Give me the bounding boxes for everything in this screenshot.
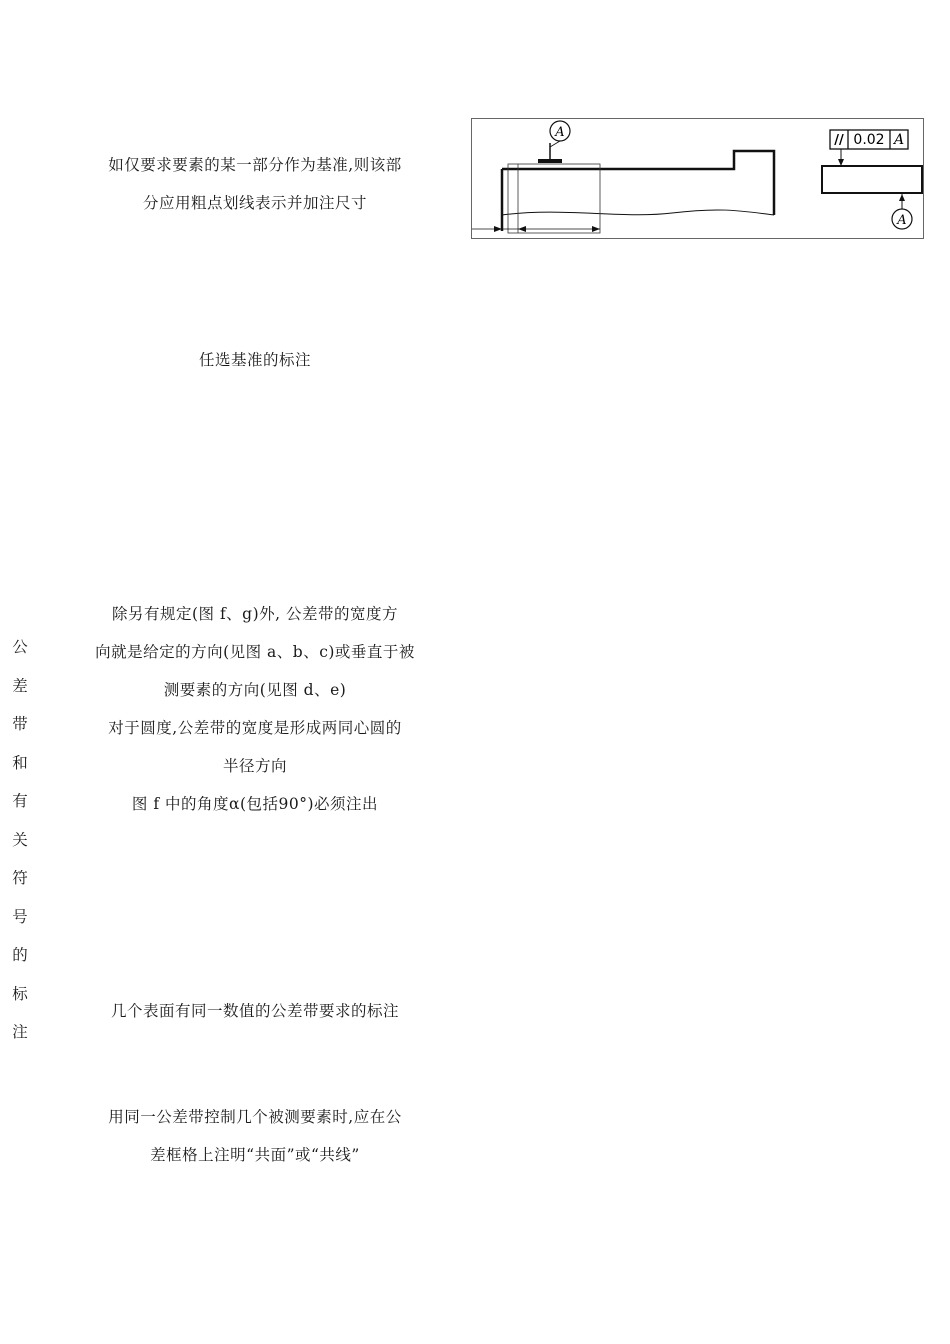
tolerance-value: 0.02 [853,132,885,148]
side-section-label: 公 差 带 和 有 关 符 号 的 标 注 [12,638,28,1041]
datum-portion [508,164,600,233]
text-line: 分应用粗点划线表示并加注尺寸 [142,194,367,212]
text-line: 如仅要求要素的某一部分作为基准,则该部 [108,156,402,174]
text-line: 用同一公差带控制几个被测要素时,应在公 [108,1108,402,1126]
frame-datum-letter: A [893,132,905,148]
text-line: 差框格上注明“共面”或“共线” [150,1146,360,1164]
datum-letter-bottom: A [897,213,907,228]
tolerance-direction-text [80,595,430,823]
datum-bar [538,159,562,163]
text-line: 半径方向 [222,757,287,775]
heading-text: 任选基准的标注 [198,351,311,369]
text-line: 测要素的方向(见图 d、e) [163,681,347,699]
same-value-heading [80,992,430,1030]
right-part [822,166,922,193]
datum-drawing [472,119,923,238]
text-line: 除另有规定(图 f、g)外, 公差带的宽度方 [111,605,399,623]
text-line: 向就是给定的方向(见图 a、b、c)或垂直于被 [95,643,415,661]
arbitrary-datum-heading [80,341,430,379]
parallelism-symbol: // [834,133,844,148]
break-line [502,210,774,215]
datum-letter-top: A [555,125,565,140]
datum-partial-text [80,146,430,222]
text-line: 图 f 中的角度α(包括90°)必须注出 [131,795,379,813]
datum-figure [471,118,924,239]
common-zone-text [80,1098,430,1174]
text-line: 对于圆度,公差带的宽度是形成两同心圆的 [108,719,402,737]
heading-text: 几个表面有同一数值的公差带要求的标注 [110,1002,399,1020]
